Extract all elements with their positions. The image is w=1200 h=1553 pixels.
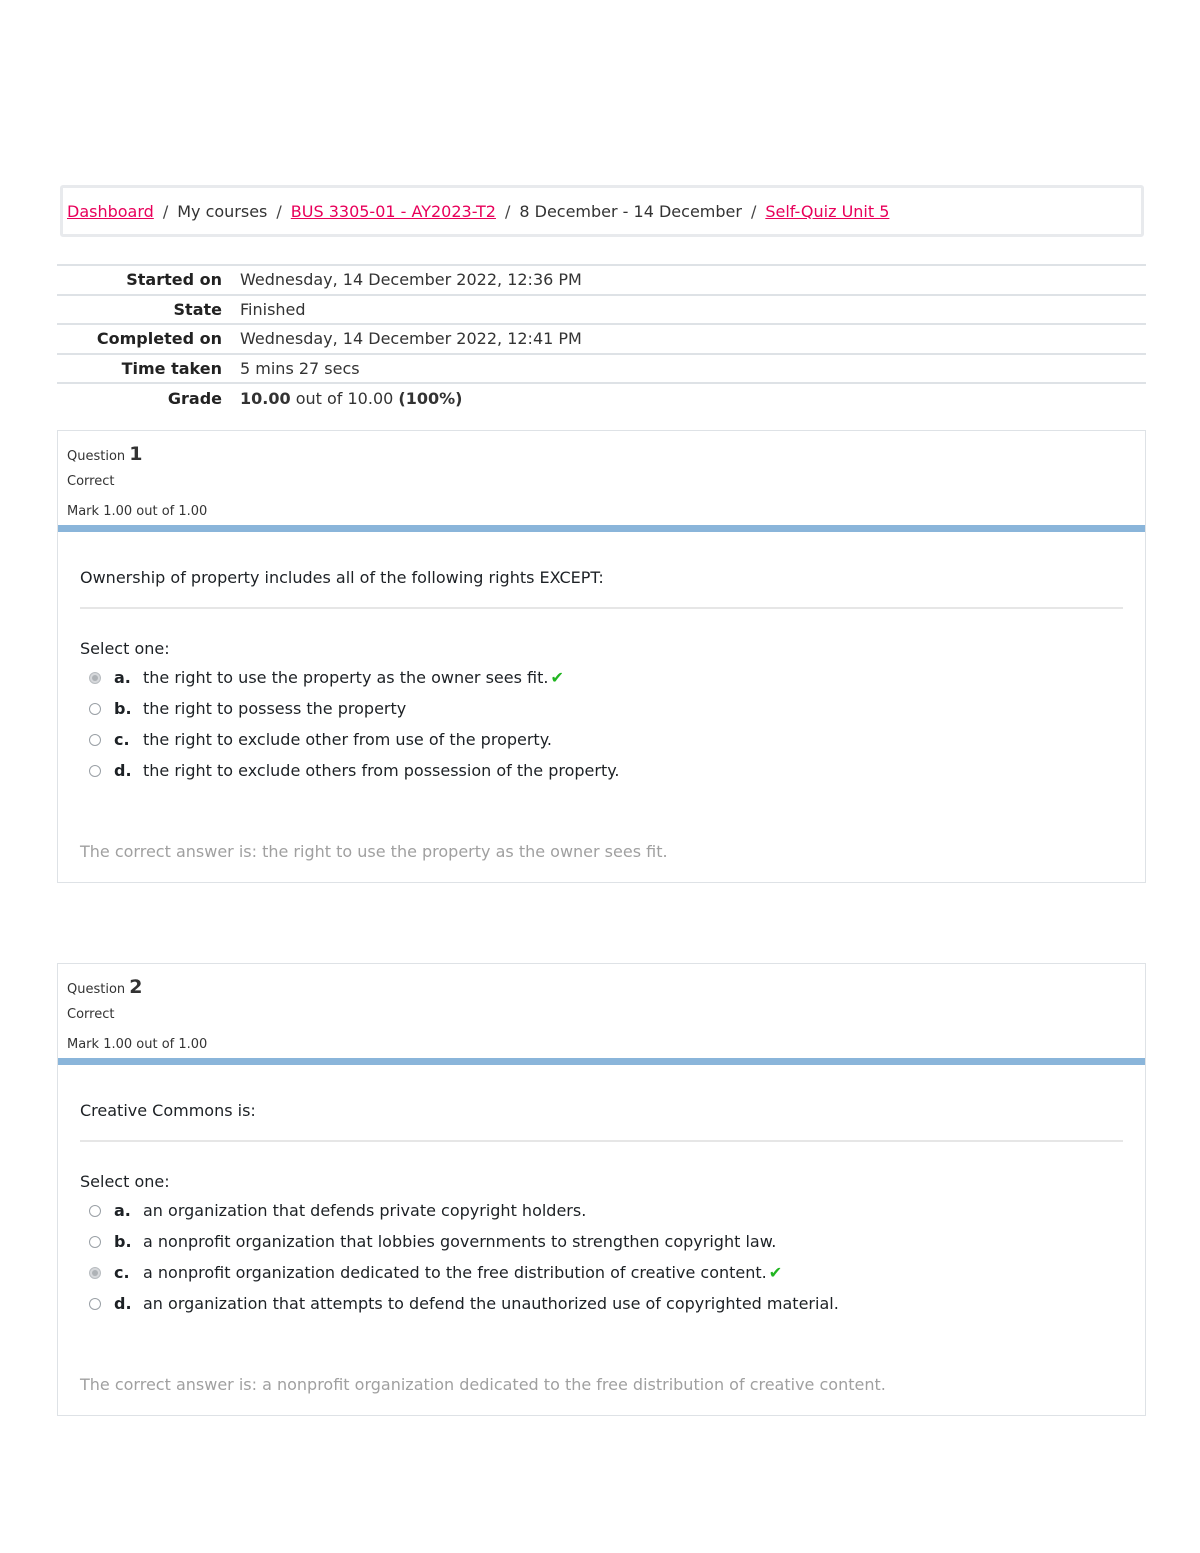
answer-option-d[interactable]	[80, 755, 1123, 786]
breadcrumb	[60, 185, 1144, 237]
select-one-prompt: Select one:	[80, 1172, 170, 1191]
answer-text: the right to exclude others from possession of the property.	[143, 761, 620, 780]
answer-letter: b.	[114, 1232, 132, 1251]
radio-button[interactable]	[89, 1298, 101, 1310]
answer-letter: b.	[114, 699, 132, 718]
summary-value: 5 mins 27 secs	[240, 359, 360, 379]
answer-option-c[interactable]	[80, 1257, 1123, 1288]
question-formulation	[58, 532, 1145, 820]
breadcrumb-separator: /	[504, 201, 511, 221]
answer-text: the right to use the property as the owner sees fit.	[143, 668, 549, 687]
answer-text: the right to possess the property	[143, 699, 407, 718]
summary-row-state	[57, 295, 1146, 325]
breadcrumb-separator: /	[276, 201, 282, 221]
answer-letter: c.	[114, 1263, 130, 1282]
radio-button[interactable]	[89, 734, 101, 746]
question-formulation	[58, 1065, 1145, 1353]
question-2	[57, 963, 1146, 1416]
radio-button[interactable]	[89, 1205, 101, 1217]
breadcrumb-separator: /	[750, 201, 757, 221]
summary-value: Wednesday, 14 December 2022, 12:41 PM	[240, 329, 582, 349]
grade-percent: (100%)	[398, 389, 463, 409]
answer-letter: a.	[114, 1201, 131, 1220]
grade-score: 10.00	[240, 389, 291, 409]
question-text: Creative Commons is:	[80, 1101, 1123, 1142]
breadcrumb-course-link[interactable]: BUS 3305-01 - AY2023-T2	[290, 201, 496, 221]
answer-letter: a.	[114, 668, 131, 687]
attempt-summary-table	[57, 264, 1146, 413]
breadcrumb-my-courses: My courses	[177, 201, 268, 221]
question-label: Question	[67, 449, 126, 464]
radio-button[interactable]	[89, 765, 101, 777]
select-one-prompt: Select one:	[80, 639, 170, 658]
question-state: Correct	[67, 474, 115, 489]
radio-button[interactable]	[89, 1267, 101, 1279]
summary-label: State	[173, 299, 222, 319]
summary-value: Finished	[240, 299, 306, 319]
correct-answer-feedback: The correct answer is: a nonprofit organization dedicated to the free distribution of creative content.	[80, 1375, 886, 1394]
answer-option-a[interactable]	[80, 1195, 1123, 1226]
breadcrumb-quiz-link[interactable]: Self-Quiz Unit 5	[765, 201, 890, 221]
check-icon: ✔	[550, 668, 564, 687]
question-text: Ownership of property includes all of the following rights EXCEPT:	[80, 568, 1123, 609]
correct-answer-feedback: The correct answer is: the right to use the property as the owner sees fit.	[80, 842, 668, 861]
question-accent-bar	[58, 525, 1145, 532]
answer-option-b[interactable]	[80, 1226, 1123, 1257]
answer-option-b[interactable]	[80, 693, 1123, 724]
radio-button[interactable]	[89, 703, 101, 715]
answer-letter: d.	[114, 1294, 132, 1313]
question-info	[58, 431, 1145, 525]
question-mark: Mark 1.00 out of 1.00	[67, 1037, 208, 1052]
summary-label: Started on	[126, 270, 222, 290]
grade-out-of: out of 10.00	[295, 389, 394, 409]
summary-label: Completed on	[96, 329, 222, 349]
summary-row-started	[57, 265, 1146, 295]
summary-row-grade	[57, 383, 1146, 413]
question-number: 1	[129, 443, 143, 465]
question-accent-bar	[58, 1058, 1145, 1065]
question-info	[58, 964, 1145, 1058]
answer-text: the right to exclude other from use of the property.	[143, 730, 552, 749]
answer-text: a nonprofit organization dedicated to the free distribution of creative content.	[143, 1263, 767, 1282]
breadcrumb-dashboard-link[interactable]: Dashboard	[67, 201, 154, 221]
breadcrumb-week: 8 December - 14 December	[519, 201, 742, 221]
question-label: Question	[67, 982, 126, 997]
summary-label: Time taken	[121, 359, 222, 379]
answer-option-d[interactable]	[80, 1288, 1123, 1319]
answer-text: an organization that defends private copyright holders.	[143, 1201, 587, 1220]
answer-letter: d.	[114, 761, 132, 780]
question-number: 2	[129, 976, 143, 998]
answer-text: an organization that attempts to defend the unauthorized use of copyrighted material.	[143, 1294, 839, 1313]
answer-letter: c.	[114, 730, 130, 749]
question-state: Correct	[67, 1007, 115, 1022]
radio-button[interactable]	[89, 1236, 101, 1248]
radio-button[interactable]	[89, 672, 101, 684]
answer-option-c[interactable]	[80, 724, 1123, 755]
breadcrumb-separator: /	[162, 201, 169, 221]
summary-row-time-taken	[57, 354, 1146, 384]
summary-label: Grade	[167, 389, 222, 409]
answer-text: a nonprofit organization that lobbies governments to strengthen copyright law.	[143, 1232, 777, 1251]
check-icon: ✔	[768, 1263, 783, 1282]
summary-row-completed	[57, 324, 1146, 354]
question-1	[57, 430, 1146, 883]
summary-value: Wednesday, 14 December 2022, 12:36 PM	[240, 270, 582, 290]
summary-value	[240, 383, 1146, 413]
answer-option-a[interactable]	[80, 662, 1123, 693]
question-mark: Mark 1.00 out of 1.00	[67, 504, 208, 519]
